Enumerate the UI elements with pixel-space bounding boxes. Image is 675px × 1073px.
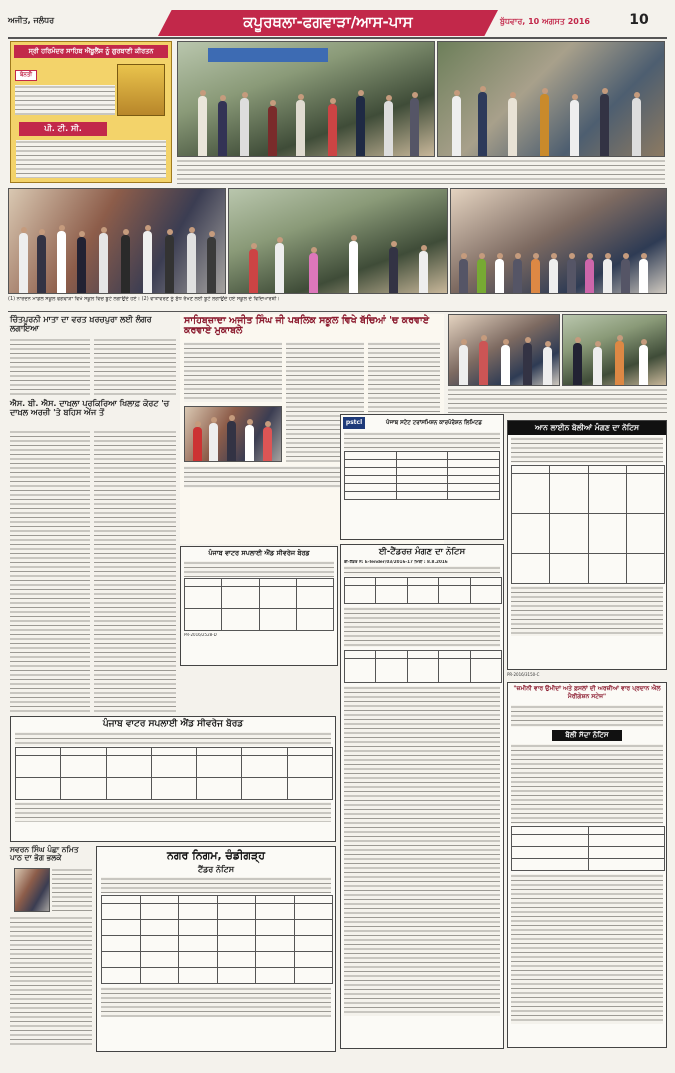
- pstcl-address: [344, 432, 500, 450]
- pstcl-logo: pstcl: [343, 417, 365, 429]
- gurbani-ad-body: [16, 140, 166, 178]
- left-story-headline: ਚਿੰਤਪੁਰਨੀ ਮਾਤਾ ਦਾ ਵਰਤ ਖ਼ਰਚਪੁਰਾ ਲਈ ਲੰਗਰ ਲਗਾਇਆ: [10, 315, 152, 333]
- online-bids-terms: [511, 586, 663, 636]
- tender-box-title: ਬੋਲੀ ਸੱਦਾ ਨੋਟਿਸ: [552, 730, 622, 741]
- sbs-story-col1: [10, 430, 90, 712]
- water-tender-title: ਪੰਜਾਬ ਵਾਟਰ ਸਪਲਾਈ ਐਂਡ ਸੀਵਰੇਜ ਬੋਰਡ: [208, 549, 310, 557]
- e-tenders-table-2: [344, 650, 502, 683]
- edition-label: ਅਜੀਤ, ਜਲੰਧਰ: [8, 16, 55, 25]
- nagar-nigam-footer: [101, 987, 331, 1017]
- water-board-title: ਪੰਜਾਬ ਵਾਟਰ ਸਪਲਾਈ ਐਂਡ ਸੀਵਰੇਜ ਬੋਰਡ: [102, 719, 244, 729]
- pstcl-title: ਪੰਜਾਬ ਸਟੇਟ ਟਰਾਂਸਮਿਸ਼ਨ ਕਾਰਪੋਰੇਸ਼ਨ ਲਿਮਿਟਡ: [386, 419, 482, 426]
- right-bottom-address: [511, 705, 663, 727]
- center-story-lead: [184, 342, 282, 402]
- plantation-photo: [228, 188, 448, 294]
- nagar-nigam-table: [101, 895, 333, 984]
- tree-planting-photo-1: [177, 41, 435, 157]
- pstcl-notice: [340, 414, 504, 540]
- left-story-col1: [10, 338, 90, 396]
- right-bottom-body-1: [511, 744, 663, 824]
- water-board-footer: [15, 802, 331, 822]
- online-bids-title: ਆਨ ਲਾਈਨ ਬੋਲੀਆਂ ਮੰਗਣ ਦਾ ਨੋਟਿਸ: [508, 421, 666, 435]
- sbs-story-headline: ਐਸ. ਬੀ. ਐਸ. ਦਾਖ਼ਲਾ ਪ੍ਰਕਿਰਿਆ ਖਿਲਾਫ਼ ਕੋਰਟ 'ਚ ਦਾਖ਼ਲ ਅਰਜ਼ੀ 'ਤੇ ਬਹਿਸ ਅੱਜ ਤੋਂ: [10, 399, 170, 417]
- water-board-table: [15, 747, 333, 800]
- sbs-story-col2: [94, 430, 176, 712]
- gurbani-ad-title: ਸ੍ਰੀ ਹਰਿਮੰਦਰ ਸਾਹਿਬ ਐਂਬੂਲੈਂਸ ਨੂੰ ਗੁਰਬਾਣੀ ਕੀਰਤਨ: [14, 45, 168, 58]
- center-story-headline: ਸਾਹਿਬਜ਼ਾਦਾ ਅਜੀਤ ਸਿੰਘ ਜੀ ਪਬਲਿਕ ਸਕੂਲ ਵਿਖੇ ਬੱਚਿਆਂ 'ਚ ਕਰਵਾਏ ਕਰਵਾਏ ਮੁਕਾਬਲੇ: [184, 315, 430, 337]
- e-tenders-intro: [344, 566, 500, 576]
- right-bottom-body-2: [511, 874, 663, 1024]
- tree-planting-photo-2: [437, 41, 665, 157]
- e-tenders-terms: [344, 686, 500, 1016]
- event-photo: [448, 314, 560, 386]
- obituary-text-1: [52, 868, 92, 912]
- water-tender-notice: [180, 546, 338, 666]
- ptc-banner: ਪੀ. ਟੀ. ਸੀ.: [19, 122, 107, 136]
- e-tender-number: ਈ-ਟੈਂਡਰ ਨੰ: E-Tender/03/2016-17 ਮਿਤੀ : 8.8.2016: [344, 560, 448, 564]
- e-tenders-details: [344, 607, 500, 647]
- center-story-photo: [184, 406, 282, 462]
- middle-photo-caption: (1) ਨਾਰਦਨ ਮਾਡਲ ਸਕੂਲ ਫਗਵਾੜਾ ਵਿਖੇ ਸਕੂਲ ਵਿਚ ਬੂਟੇ ਲਗਾਉਂਦੇ ਹੋਏ। (2) ਵਾਤਾਵਰਣ ਨੂੰ ਸ਼ੁੱਧ ਰੱਖਣ ਲਈ ਬੂਟੇ ਲਗਾਉਂਦੇ ਹੋਏ ਸਕੂਲ ਦੇ ਵਿਦਿਆਰਥੀ।: [8, 296, 280, 302]
- water-board-intro: [15, 732, 331, 746]
- gurbani-ad: [10, 41, 172, 183]
- students-group-photo: [450, 188, 667, 294]
- left-story-col2: [94, 338, 176, 396]
- ceremony-photo: [562, 314, 667, 386]
- water-tender-table: [184, 578, 334, 631]
- nagar-nigam-subtitle: ਟੈਂਡਰ ਨੋਟਿਸ: [197, 865, 235, 874]
- right-bottom-notice: [507, 682, 667, 1048]
- section-title: ਕਪੂਰਥਲਾ-ਫਗਵਾੜਾ/ਆਸ-ਪਾਸ: [243, 13, 413, 31]
- online-bids-table: [511, 465, 665, 584]
- nagar-nigam-notice: [96, 846, 336, 1052]
- online-bids-intro: [511, 437, 663, 463]
- right-bottom-table: [511, 826, 665, 871]
- e-tenders-title: ਈ-ਟੈਂਡਰਜ਼ ਮੰਗਣ ਦਾ ਨੋਟਿਸ: [378, 547, 466, 557]
- page-date: ਬੁੱਧਵਾਰ, 10 ਅਗਸਤ 2016: [500, 17, 590, 26]
- nagar-nigam-intro: [101, 877, 331, 893]
- middle-rule: [8, 311, 667, 312]
- water-tender-text: [184, 561, 334, 577]
- gurbani-ad-text: [15, 85, 115, 115]
- right-pr-code: PR-2016/3150-C: [507, 672, 540, 677]
- header-rule: [8, 37, 667, 39]
- e-tenders-table: [344, 577, 502, 604]
- welcome-banner: [208, 48, 328, 62]
- pstcl-table: [344, 451, 500, 500]
- golden-temple-image: [117, 64, 165, 116]
- page-header: [8, 10, 667, 36]
- gurbani-ad-badge: ਬੇਨਤੀ: [15, 70, 37, 81]
- e-tenders-notice: [340, 544, 504, 1049]
- obituary-portrait: [14, 868, 50, 912]
- right-bottom-title: "ਜ਼ਮੀਨੀ ਵਾਰ ਉਮੀਦਾਂ ਅਤੇ ਫ਼ਸਲਾਂ ਦੀ ਅਰਜ਼ੀਆਂ ਵਾਰ ਪ੍ਰਦਾਨ ਐਲ ਮੈਰੀਗੇਸ਼ਨ ਸਟੇਜ": [513, 685, 661, 700]
- water-tender-code: PR-2016/2528-D: [184, 633, 217, 637]
- online-bids-notice: [507, 420, 667, 670]
- obituary-headline: ਸਵਰਨ ਸਿੰਘ ਪੰਛਾ ਨਮਿਤ ਪਾਠ ਦਾ ਭੋਗ ਭਲਕੇ: [10, 845, 79, 863]
- obituary-text-2: [10, 916, 92, 1048]
- page-number: 10: [629, 12, 649, 28]
- water-board-notice: [10, 716, 336, 842]
- nagar-nigam-title: ਨਗਰ ਨਿਗਮ, ਚੰਡੀਗੜ੍ਹ: [167, 849, 265, 862]
- event-photo-caption: [448, 388, 667, 414]
- school-group-photo: [8, 188, 226, 294]
